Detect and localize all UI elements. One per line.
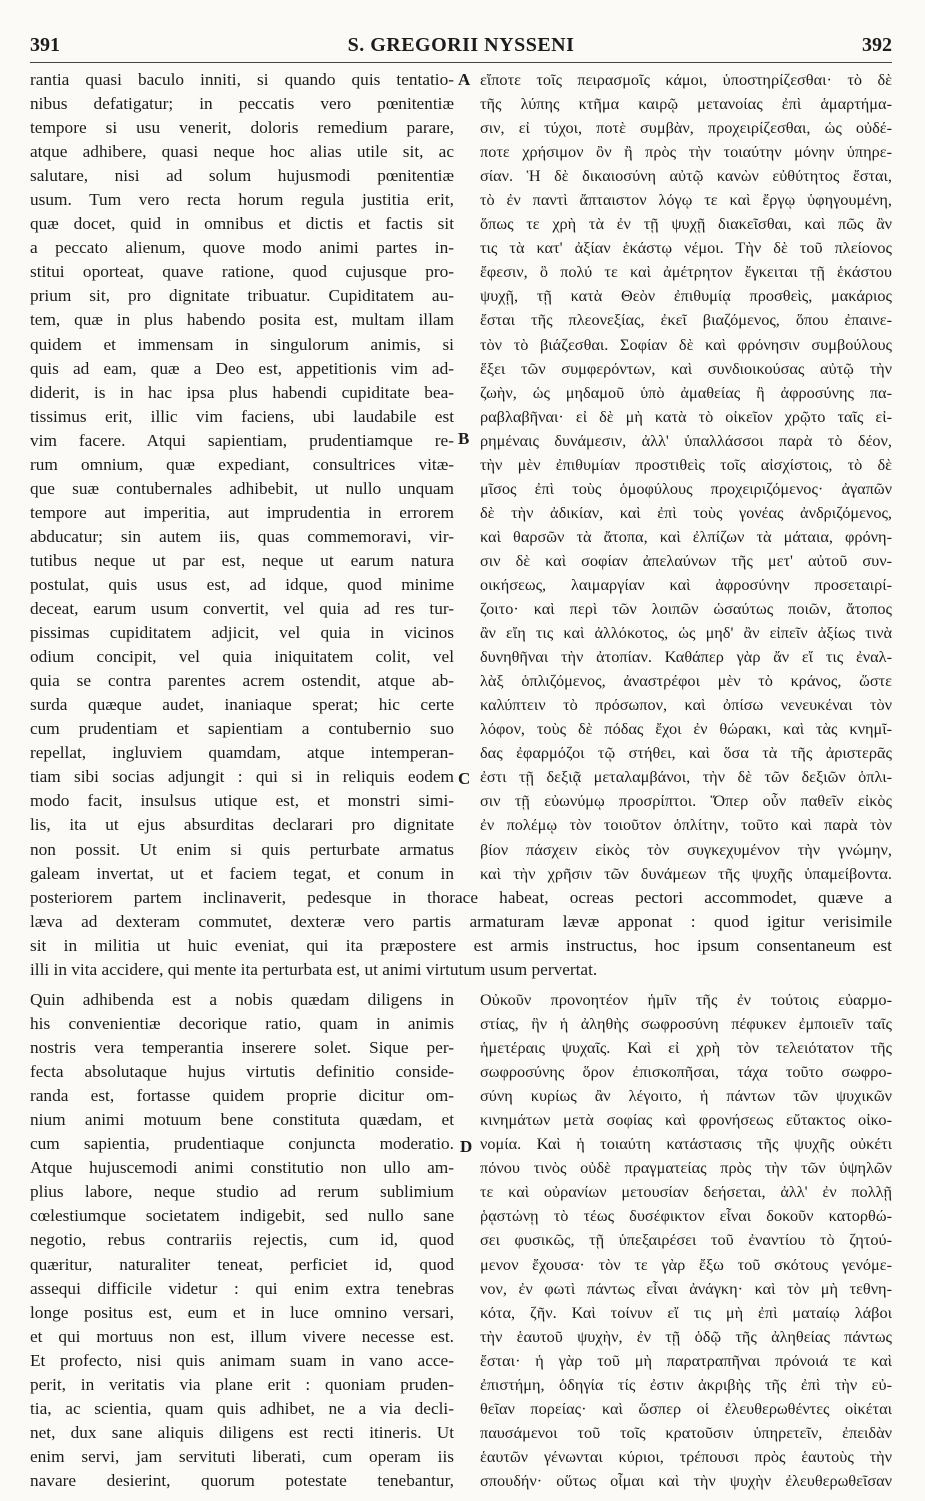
text-line: his convenientiæ decorique ratio, quam in animis bbox=[30, 1014, 454, 1034]
text-line: σωφροσύνης ὅρον ἐπισκοπῆσαι, τάχα τοῦτο σωφρο- bbox=[480, 1062, 892, 1082]
text-line: rantia quasi baculo inniti, si quando quis tentatio- bbox=[30, 70, 454, 89]
text-line: ἐστι τῇ δεξιᾷ μεταλαμβάνοι, τὴν δὲ τῶν δεξιῶν ὁπλι- bbox=[480, 767, 892, 787]
text-line: ζωὴν, ὡς μηδαμοῦ ὑπὸ ἀμαθείας ἢ ἀφροσύνης πα- bbox=[480, 382, 892, 402]
text-line: τὸν τὸ βιάζεσθαι. Σοφίαν δὲ καὶ φρόνησιν συμβούλους bbox=[480, 334, 892, 354]
text-line: νον, ἐν φωτὶ πάντως εἶναι ἀνάγκη· καὶ τὸν μὴ τεθνη- bbox=[480, 1278, 892, 1298]
text-line: βίον πάσχειν εἰκὸς τὸν συγκεχυμένον τὴν γνώμην, bbox=[480, 839, 892, 859]
text-line: σιν, εἰ τύχοι, ποτὲ συμβὰν, προχειρίζεσθαι, ὡς οὐδέ- bbox=[480, 118, 892, 138]
text-line: surda quæque audet, inaniaque sperat; hic certe bbox=[30, 695, 454, 715]
text-line: Quin adhibenda est a nobis quædam diligens in bbox=[30, 990, 454, 1009]
greek-column-bottom bbox=[480, 988, 892, 1493]
text-line: ἐν πολέμῳ τὸν τοιοῦτον ὁπλίτην, τοῦτο καὶ παρὰ τὸν bbox=[480, 815, 892, 835]
text-line: plius labore, neque studio ad rerum sublimium bbox=[30, 1182, 454, 1202]
text-line: illi in vita accidere, qui mente ita perturbata est, ut animi virtutum usum pervertat. bbox=[30, 960, 598, 980]
margin-marker-c: C bbox=[458, 769, 471, 788]
text-line: ἐπιστήμη, ὁδηγία τίς ἐστιν ἀκριβὴς τῆς ἐπὶ τὴν εὐ- bbox=[480, 1374, 892, 1394]
text-line: quæ docet, quid in omnibus et dictis et factis sit bbox=[30, 214, 454, 234]
page-number-left: 391 bbox=[30, 34, 60, 56]
text-line: abducatur; sin autem iis, quas commemoravi, vir- bbox=[30, 526, 454, 546]
text-line: στίας, ἣν ἡ ἀληθὴς σωφροσύνη πέφυκεν ἐμποιεῖν ταῖς bbox=[480, 1014, 892, 1034]
text-line: καὶ τὴν χρῆσιν τῶν δυνάμεων τῆς ψυχῆς ὑπαμείβοντα. bbox=[480, 863, 892, 883]
text-line: καὶ θαρσῶν τὰ ἄτοπα, καὶ ἐλπίζων τὰ μάταια, φρόνη- bbox=[480, 526, 892, 546]
text-line: postulat, quis usus est, ad idque, quod minime bbox=[30, 574, 454, 594]
text-line: nibus defatigatur; in peccatis vero pœnitentiæ bbox=[30, 94, 454, 114]
text-line: assequi difficile videtur : qui enim extra tenebras bbox=[30, 1278, 454, 1298]
text-line: μῖσος ἐπὶ τοὺς ὁμοφύλους προχειριζόμενος· ἀγαπῶν bbox=[480, 478, 892, 498]
text-line: quidem et immensam in singulorum animis, si bbox=[30, 334, 454, 354]
text-line: longe positus est, eum et in luce omnino versari, bbox=[30, 1302, 454, 1322]
text-line: οικήσεως, λαιμαργίαν καὶ ἀφροσύνην προσεταιρί- bbox=[480, 574, 892, 594]
text-line: δυνηθῆναι τὴν ἀτοπίαν. Καθάπερ γὰρ ἄν εἴ τις ἐναλ- bbox=[480, 647, 892, 667]
text-line: tempore aut imperitia, aut imprudentia in errorem bbox=[30, 502, 454, 522]
text-line: net, dux sane aliquis diligens est recti itineris. Ut bbox=[30, 1422, 454, 1442]
running-title: S. GREGORII NYSSENI bbox=[347, 34, 575, 56]
text-line: σίαν. Ἡ δὲ δικαιοσύνη αὐτῷ κανὼν εὐθύτητος ἔσται, bbox=[480, 166, 892, 186]
text-line: a peccato alienum, quove modo animi partes in- bbox=[30, 238, 454, 258]
text-line: modo facit, insulsus utique est, et monstri simi- bbox=[30, 791, 454, 811]
text-line: odium concipit, vel quia iniquitatem colit, vel bbox=[30, 647, 454, 667]
text-line: ἔφεσιν, ὃ πολύ τε καὶ ἀμέτρητον ἔγκειται τῇ ἑκάστου bbox=[480, 262, 892, 282]
text-line: ποτε χρήσιμον ὂν ἢ πρὸς τὴν τοιαύτην μόνην ὑπηρε- bbox=[480, 142, 892, 162]
latin-fullwidth-paragraph bbox=[30, 886, 892, 982]
text-line: ραβλαβῆναι· εἰ δὲ μὴ κατὰ τὸ οἰκεῖον χρῷτο ταῖς εἰ- bbox=[480, 406, 892, 426]
text-line: diderit, is in hac ipsa plus habendi cupiditate bea- bbox=[30, 382, 454, 402]
text-line: ζοιτο· καὶ περὶ τῶν λοιπῶν ὡσαύτως ποιῶν, ἄτοπος bbox=[480, 599, 892, 619]
text-line: ὅπως τε χρὴ τὰ ἐν τῇ ψυχῇ διακεῖσθαι, καὶ πῶς ἂν bbox=[480, 214, 892, 234]
text-line: νομία. Καὶ ἡ τοιαύτη κατάστασις τῆς ψυχῆς οὐκέτι bbox=[480, 1134, 892, 1154]
text-line: lis, ita ut ejus absurditas declarari pro dignitate bbox=[30, 815, 454, 835]
text-line: tiam sibi socias adjungit : qui si in reliquis eodem bbox=[30, 767, 454, 787]
text-line: galeam invertat, ut et faciem tegat, et conum in bbox=[30, 863, 454, 883]
text-line: τῆς λύπης κτῆμα καιρῷ μετανοίας ἐπὶ ἁμαρτήμα- bbox=[480, 94, 892, 114]
text-line: sit in militia ut huic eveniat, qui ita præpostere est armis instructus, hoc ipsum consentaneum est bbox=[30, 936, 892, 956]
latin-column-top bbox=[30, 68, 454, 886]
text-line: ἑαυτῶν γένωνται κύριοι, τρέπουσι πρὸς ἑαυτοὺς τὴν bbox=[480, 1446, 892, 1466]
text-line: σει φυσικῶς, τῇ ὑπεξαιρέσει τοῦ ἐναντίου τὸ ζητού- bbox=[480, 1230, 892, 1250]
text-line: non possit. Ut enim si quis perturbate armatus bbox=[30, 839, 454, 859]
text-line: salutare, nisi ad solum hujusmodi pœnitentiæ bbox=[30, 166, 454, 186]
text-line: σιν τῇ εὐωνύμῳ προσρίπτοι. Ὅπερ οὖν παθεῖν εἰκὸς bbox=[480, 791, 892, 811]
text-line: κότα, ζῆν. Καὶ τοίνυν εἴ τις μὴ ἐπὶ ματαίῳ λάβοι bbox=[480, 1302, 892, 1322]
text-line: δὲ τὴν ἀδικίαν, καὶ ἐπὶ τοὺς γονέας ἀνδριζόμενος, bbox=[480, 502, 892, 522]
text-line: ἔσται τῆς πλεονεξίας, ἐκεῖ βιαζόμενος, ὅπου ἐπαινε- bbox=[480, 310, 892, 330]
text-line: navare desierint, quorum potestate tenebantur, bbox=[30, 1470, 454, 1490]
text-line: Οὐκοῦν προνοητέον ἡμῖν τῆς ἐν τούτοις εὐαρμο- bbox=[480, 990, 892, 1009]
margin-marker-a: A bbox=[458, 70, 471, 89]
header-rule bbox=[30, 62, 892, 63]
text-line: σιν δὲ καὶ σοφίαν ἀπελαύνων τῆς μετ' αὐτοῦ συν- bbox=[480, 550, 892, 570]
text-line: τὴν μὲν ἐπιθυμίαν προστιθεὶς τοῖς αἰσχίστοις, τὸ δὲ bbox=[480, 454, 892, 474]
text-line: λόφον, τοὺς δὲ πόδας ἔχοι ἐν θώρακι, καὶ τὰς κνημῖ- bbox=[480, 719, 892, 739]
text-line: pissimas cupiditatem adjicit, vel quia in vicinos bbox=[30, 623, 454, 643]
text-line: πόνου τινὸς οὐδὲ πραγματείας πρὸς τὴν τῶν ὑψηλῶν bbox=[480, 1158, 892, 1178]
page-header bbox=[30, 34, 892, 58]
text-line: κινημάτων μετὰ σοφίας καὶ φρονήσεως εὔτακτος οἰκο- bbox=[480, 1110, 892, 1130]
text-line: σπουδήν· οὕτως οἶμαι καὶ τὴν ψυχὴν ἐλευθερωθεῖσαν bbox=[480, 1470, 892, 1490]
text-line: quia se contra parentes acrem ostendit, atque ab- bbox=[30, 671, 454, 691]
text-line: ἂν εἴη τις καὶ ἀλλόκοτος, ὡς μηδ' ἂν εἰπεῖν ἀξίως τινὰ bbox=[480, 623, 892, 643]
text-line: ψυχῇ, τῇ κατὰ Θεὸν ἐπιθυμίᾳ προσθεὶς, μακάριος bbox=[480, 286, 892, 306]
text-line: μενον ἔχουσα· τὸν τε γὰρ ἔξω τοῦ σκότους γενόμε- bbox=[480, 1254, 892, 1274]
text-line: quæritur, naturaliter teneat, perficiet id, quod bbox=[30, 1254, 454, 1274]
text-line: Et profecto, nisi quis animam suam in vano acce- bbox=[30, 1350, 454, 1370]
text-line: nium animi motuum bene constituta quædam, et bbox=[30, 1110, 454, 1130]
text-line: stitui oporteat, quave ratione, quod cujusque pro- bbox=[30, 262, 454, 282]
text-line: τὸ ἐν παντὶ ἄπταιστον λόγῳ τε καὶ ἔργῳ ὑφηγουμένη, bbox=[480, 190, 892, 210]
text-line: deceat, earum usum convertit, vel quia ad res tur- bbox=[30, 599, 454, 619]
text-line: cum sapientia, prudentiaque conjuncta moderatio. bbox=[30, 1134, 454, 1154]
text-line: ρημέναις δυνάμεσιν, ἀλλ' ὑπαλλάσσοι παρὰ τὸ δέον, bbox=[480, 430, 892, 450]
text-line: negotio, rebus contrariis rejectis, cum id, quod bbox=[30, 1230, 454, 1250]
text-line: ἔσται· ἡ γὰρ τοῦ μὴ παρατραπῆναι πρόνοιά τε καὶ bbox=[480, 1350, 892, 1370]
text-line: tia, ac scientia, quam quis adhibet, ne a via decli- bbox=[30, 1398, 454, 1418]
text-line: καλύπτειν τὸ πρόσωπον, καὶ ὀπίσω νενευκέναι τὸν bbox=[480, 695, 892, 715]
text-line: enim servi, jam servituti liberati, cum operam iis bbox=[30, 1446, 454, 1466]
text-line: fecta absolutaque hujus virtutis definitio conside- bbox=[30, 1062, 454, 1082]
text-line: τε καὶ οὐρανίων μετουσίαν δεήσεται, ἀλλ' ἐν πολλῇ bbox=[480, 1182, 892, 1202]
text-line: randa est, fortasse quidem proprie dicitur om- bbox=[30, 1086, 454, 1106]
margin-marker-b: B bbox=[458, 429, 470, 448]
text-line: δας ἐφαρμόζοι τῷ στήθει, καὶ ὅσα τὰ τῆς ἀριστερᾶς bbox=[480, 743, 892, 763]
margin-marker-d: D bbox=[460, 1137, 473, 1156]
text-line: ῥᾳστώνῃ τὸ τέως δυσέφικτον εἶναι δοκοῦν κατορθώ- bbox=[480, 1206, 892, 1226]
text-line: σύνη κυρίως ἂν λέγοιτο, ἡ πάντων τῶν ψυχικῶν bbox=[480, 1086, 892, 1106]
text-line: ἡμετέραις ψυχαῖς. Καὶ εἰ χρὴ τὸν τελειότατον τῆς bbox=[480, 1038, 892, 1058]
text-line: rum omnium, quæ expediant, consultrices vitæ- bbox=[30, 454, 454, 474]
latin-column-bottom bbox=[30, 988, 454, 1493]
text-line: nostris vera temperantia inserere solet. Sique per- bbox=[30, 1038, 454, 1058]
text-line: tutibus neque ut par est, neque ut earum natura bbox=[30, 550, 454, 570]
text-line: τις τὰ κατ' ἀξίαν ἑκάστῳ νέμοι. Τὴν δὲ τοῦ πλείονος bbox=[480, 238, 892, 258]
text-line: tempore si usu venerit, doloris remedium parare, bbox=[30, 118, 454, 138]
text-line: quis ad eam, quæ a Deo est, appetitionis vim ad- bbox=[30, 358, 454, 378]
text-line: prium sit, pro dignitate tribuatur. Cupiditatem au- bbox=[30, 286, 454, 306]
text-line: tem, quæ in plus habendo posita est, multam illam bbox=[30, 310, 454, 330]
greek-column-top bbox=[480, 68, 892, 886]
text-line: cœlestiumque societatem indigebit, sed nullo sane bbox=[30, 1206, 454, 1226]
text-line: λὰξ ὁπλιζόμενος, ἀναστρέφοι μὲν τὸ κράνος, ὥστε bbox=[480, 671, 892, 691]
text-line: que suæ contubernales adhibebit, ut nullo unquam bbox=[30, 478, 454, 498]
text-line: repellat, ingluviem quamdam, atque intemperan- bbox=[30, 743, 454, 763]
text-line: posteriorem partem inclinaverit, pedesque in thorace habeat, ocreas pectori accommodet, quæve a bbox=[30, 888, 892, 907]
text-line: ἕξει τῶν συμφερόντων, καὶ συνδιοικούσας αὐτῷ τὴν bbox=[480, 358, 892, 378]
text-line: læva ad dexteram commutet, dexteræ vero partis armaturam lævæ apponat : quod igitur verisimile bbox=[30, 912, 892, 932]
text-line: usum. Tum vero recta horum regula justitia erit, bbox=[30, 190, 454, 210]
text-line: et qui mortuus non est, illum vivere necesse est. bbox=[30, 1326, 454, 1346]
text-line: tissimus erit, illic vim faciens, ubi laudabile est bbox=[30, 406, 454, 426]
page-number-right: 392 bbox=[862, 34, 892, 56]
text-line: vim facere. Atqui sapientiam, prudentiamque re- bbox=[30, 430, 454, 450]
text-line: τὴν ἑαυτοῦ ψυχὴν, ἐν τῇ ὁδῷ τῆς ἀληθείας πάντως bbox=[480, 1326, 892, 1346]
text-line: παυσάμενοι τοῦ τοῖς κρατοῦσιν ὑπηρετεῖν, ἐπειδὰν bbox=[480, 1422, 892, 1442]
text-line: atque adhibere, quasi neque hoc alias utile sit, ac bbox=[30, 142, 454, 162]
text-line: θεῖαν πορείας· καὶ ὥσπερ οἱ ἐλευθερωθέντες οἰκέται bbox=[480, 1398, 892, 1418]
text-line: εἴποτε τοῖς πειρασμοῖς κάμοι, ὑποστηρίζεσθαι· τὸ δὲ bbox=[480, 70, 892, 89]
text-line: perit, in veritatis via plane erit : quoniam pruden- bbox=[30, 1374, 454, 1394]
text-line: Atque hujuscemodi animi constitutio non ullo am- bbox=[30, 1158, 454, 1178]
text-line: cum prudentiam et sapientiam a contubernio suo bbox=[30, 719, 454, 739]
